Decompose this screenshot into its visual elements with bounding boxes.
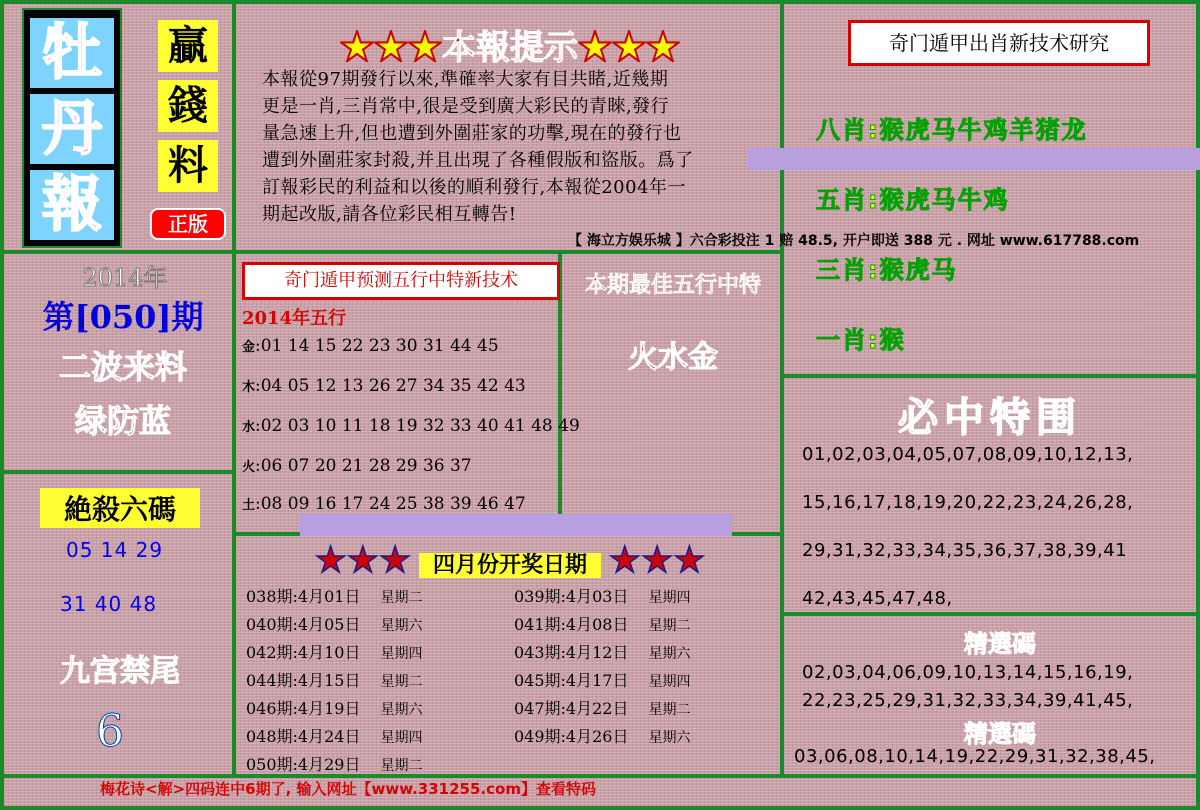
six-codes-title: 絶殺六碼 — [40, 488, 200, 528]
notice-title — [330, 20, 690, 69]
special-line: 29,31,32,33,34,35,36,37,38,39,41 — [802, 540, 1128, 561]
schedule-weekday: 星期六 — [648, 646, 691, 662]
schedule-date: 047期:4月22日 — [514, 699, 629, 718]
zodiac-title: 奇门遁甲出肖新技术研究 — [848, 20, 1150, 66]
schedule-weekday: 星期六 — [648, 730, 691, 746]
six-codes-line: 31 40 48 — [60, 592, 158, 616]
wuxing-title: 奇门遁甲预测五行中特新技术 — [242, 262, 560, 300]
schedule-row — [246, 724, 422, 747]
schedule-weekday: 星期二 — [380, 590, 423, 606]
notice-line: 遭到外圍莊家封殺,并且出現了各種假版和盜版。爲了 — [262, 150, 694, 171]
wuxing-row — [242, 494, 526, 514]
divider — [0, 0, 1200, 4]
schedule-weekday: 星期四 — [380, 730, 423, 746]
divider — [780, 374, 1200, 378]
notice-body — [262, 66, 782, 228]
schedule-title-text: 四月份开奖日期 — [419, 553, 601, 578]
jiugong-title: 九宫禁尾 — [60, 654, 180, 689]
notice-line: 期起改版,請各位彩民相互轉告! — [262, 204, 517, 225]
side-char: 錢 — [158, 80, 218, 132]
divider — [1196, 0, 1200, 810]
best-value: 火水金 — [628, 340, 718, 375]
schedule-weekday: 星期二 — [648, 618, 691, 634]
element-label: 土 — [242, 498, 256, 513]
masthead-logo — [22, 8, 122, 248]
star-icon: ★★★ — [608, 540, 706, 581]
schedule-weekday: 星期四 — [648, 590, 691, 606]
side-char: 贏 — [158, 20, 218, 72]
wuxing-row — [242, 456, 472, 476]
wuxing-row — [242, 336, 499, 356]
element-label: 火 — [242, 460, 256, 475]
schedule-weekday: 星期六 — [380, 702, 423, 718]
notice-title-text: 本報提示 — [442, 28, 578, 68]
selected-title: 精選碼 — [964, 630, 1036, 658]
schedule-row — [246, 752, 422, 775]
masthead-char: 報 — [30, 170, 114, 240]
six-codes-line: 05 14 29 — [66, 538, 164, 562]
best-title: 本期最佳五行中特 — [584, 273, 761, 298]
schedule-weekday: 星期二 — [380, 758, 423, 774]
selected-line: 02,03,04,06,09,10,13,14,15,16,19, — [802, 662, 1134, 683]
schedule-date: 038期:4月01日 — [246, 587, 361, 606]
wuxing-year: 2014年五行 — [242, 308, 347, 329]
schedule-date: 044期:4月15日 — [246, 671, 361, 690]
schedule-row — [514, 724, 690, 747]
selected-line: 22,23,25,29,31,32,33,34,39,41,45, — [802, 690, 1134, 711]
year-label: 2014年 — [82, 264, 168, 292]
schedule-title — [242, 540, 778, 581]
element-label: 金 — [242, 340, 256, 355]
zodiac-three: 三肖:猴虎马 — [816, 256, 958, 284]
schedule-row — [246, 696, 422, 719]
schedule-date: 045期:4月17日 — [514, 671, 629, 690]
element-label: 水 — [242, 420, 256, 435]
special-line: 42,43,45,47,48, — [802, 588, 953, 609]
element-nums: :04 05 12 13 26 27 34 35 42 43 — [255, 376, 526, 396]
schedule-date: 046期:4月19日 — [246, 699, 361, 718]
schedule-date: 049期:4月26日 — [514, 727, 629, 746]
wuxing-row — [242, 416, 580, 436]
divider — [780, 612, 1200, 616]
zodiac-five: 五肖:猴虎马牛鸡 — [816, 186, 1010, 214]
star-icon: ★★★ — [314, 540, 412, 581]
schedule-row — [246, 612, 422, 635]
schedule-date: 050期:4月29日 — [246, 755, 361, 774]
notice-line: 更是一肖,三肖常中,很是受到廣大彩民的青睞,發行 — [262, 96, 670, 117]
schedule-date: 042期:4月10日 — [246, 643, 361, 662]
divider — [232, 0, 236, 776]
schedule-date: 043期:4月12日 — [514, 643, 629, 662]
schedule-row — [514, 696, 690, 719]
schedule-date: 039期:4月03日 — [514, 587, 629, 606]
special-line: 01,02,03,04,05,07,08,09,10,12,13, — [802, 444, 1134, 465]
element-label: 木 — [242, 380, 256, 395]
divider — [0, 250, 784, 254]
schedule-row — [514, 668, 690, 691]
schedule-weekday: 星期四 — [648, 674, 691, 690]
schedule-row — [514, 640, 690, 663]
special-line: 15,16,17,18,19,20,22,23,24,26,28, — [802, 492, 1134, 513]
star-icon: ★★★ — [340, 28, 442, 68]
ad-banner[interactable]: 【 海立方娱乐城 】六合彩投注 1 赔 48.5, 开户即送 388 元 . 网址 www.617788.com — [568, 233, 1140, 249]
schedule-row — [514, 584, 690, 607]
schedule-weekday: 星期六 — [380, 618, 423, 634]
wuxing-row — [242, 376, 526, 396]
schedule-weekday: 星期二 — [648, 702, 691, 718]
masthead-char: 牡 — [30, 18, 114, 88]
schedule-row — [514, 612, 690, 635]
notice-line: 本報從97期發行以來,準確率大家有目共睹,近幾期 — [262, 69, 669, 90]
schedule-date: 040期:4月05日 — [246, 615, 361, 634]
notice-line: 量急速上升,但也遭到外圍莊家的功擊,現在的發行也 — [262, 123, 682, 144]
divider — [0, 806, 1200, 810]
element-nums: :01 14 15 22 23 30 31 44 45 — [255, 336, 499, 356]
zodiac-eight: 八肖:猴虎马牛鸡羊猪龙 — [816, 116, 1088, 144]
highlight-bar — [300, 514, 732, 536]
schedule-weekday: 星期二 — [380, 674, 423, 690]
selected-line: 03,06,08,10,14,19,22,29,31,32,38,45, — [794, 746, 1156, 767]
star-icon: ★★★ — [578, 28, 680, 68]
schedule-date: 048期:4月24日 — [246, 727, 361, 746]
jiugong-value: 6 — [96, 706, 124, 757]
genuine-badge: 正版 — [150, 208, 226, 240]
schedule-row — [246, 584, 422, 607]
wave-title: 二波来料 — [58, 348, 187, 386]
schedule-row — [246, 640, 422, 663]
element-nums: :02 03 10 11 18 19 32 33 40 41 48 49 — [255, 416, 580, 436]
zodiac-one: 一肖:猴 — [816, 326, 906, 354]
side-char: 料 — [158, 140, 218, 192]
masthead-char: 丹 — [30, 94, 114, 164]
issue-number: 第[050]期 — [42, 298, 204, 336]
schedule-weekday: 星期四 — [380, 646, 423, 662]
schedule-date: 041期:4月08日 — [514, 615, 629, 634]
selected-title: 精選碼 — [964, 720, 1036, 748]
special-title: 必中特围 — [898, 395, 1082, 441]
highlight-bar — [748, 148, 1200, 170]
divider — [0, 470, 236, 474]
divider — [0, 0, 4, 810]
footer-text[interactable]: 梅花诗<解>四码连中6期了, 输入网址【www.331255.com】查看特码 — [100, 780, 596, 798]
notice-line: 訂報彩民的利益和以後的順利發行,本報從2004年一 — [262, 177, 687, 198]
element-nums: :08 09 16 17 24 25 38 39 46 47 — [255, 494, 526, 514]
schedule-row — [246, 668, 422, 691]
wave-value: 绿防蓝 — [74, 402, 171, 440]
element-nums: :06 07 20 21 28 29 36 37 — [255, 456, 472, 476]
